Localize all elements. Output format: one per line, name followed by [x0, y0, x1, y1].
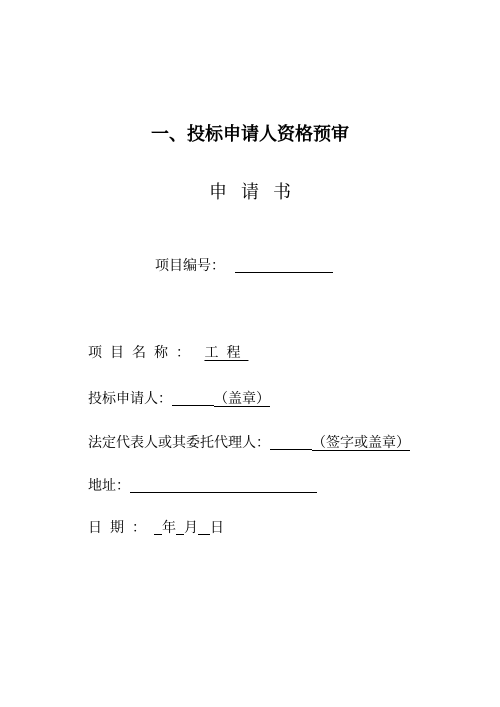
- applicant-label: 投标申请人：: [88, 391, 172, 407]
- representative-seal: （签字或盖章）: [312, 435, 410, 451]
- representative-label: 法定代表人或其委托代理人：: [88, 435, 270, 451]
- date-label: 日期：: [88, 520, 154, 536]
- representative-row: [88, 432, 410, 452]
- date-day: 日: [210, 520, 224, 536]
- document-title: 一、投标申请人资格预审: [151, 124, 349, 145]
- date-month: 月: [184, 520, 198, 536]
- date-year: 年: [162, 520, 176, 536]
- applicant-blank: [172, 391, 214, 406]
- project-name-label: 项目名称：: [88, 345, 198, 361]
- project-name-value: 工程: [204, 345, 249, 361]
- date-row: [88, 517, 224, 537]
- address-row: [88, 475, 317, 495]
- address-blank: [130, 478, 317, 493]
- date-month-blank: [176, 520, 184, 535]
- project-number-row: [155, 255, 333, 275]
- project-name-row: [88, 342, 248, 362]
- address-label: 地址：: [88, 478, 130, 494]
- project-number-label: 项目编号：: [155, 258, 225, 274]
- applicant-seal: （盖章）: [214, 391, 270, 407]
- document-subtitle: 申请书: [209, 182, 305, 203]
- representative-blank: [270, 435, 312, 450]
- date-year-blank: [154, 520, 162, 535]
- date-day-blank: [198, 520, 210, 535]
- project-number-blank: [235, 258, 333, 273]
- applicant-row: [88, 388, 270, 408]
